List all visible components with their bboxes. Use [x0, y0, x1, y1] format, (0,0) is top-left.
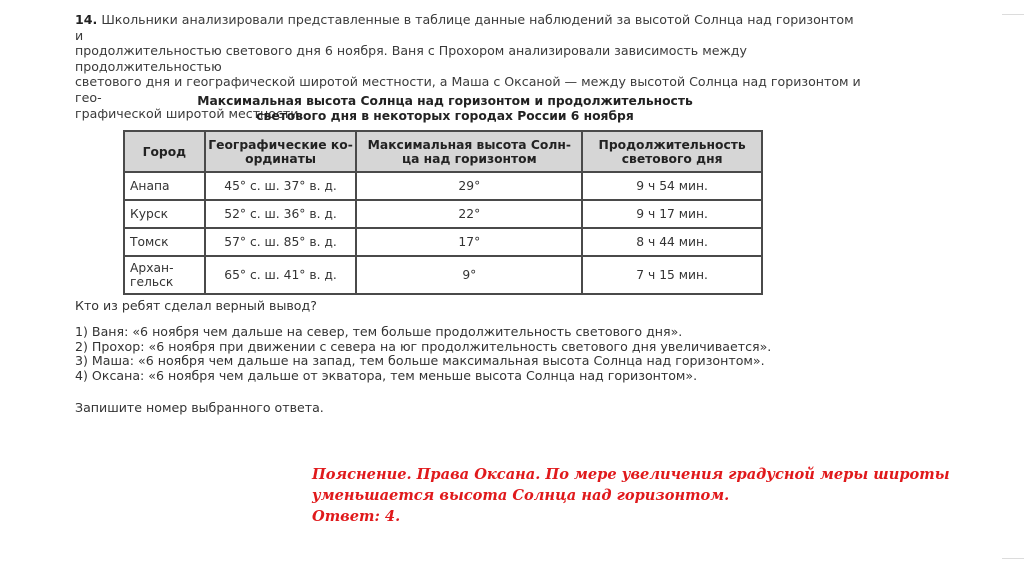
answer-options — [75, 325, 771, 384]
answer-line: Ответ: 4. — [312, 508, 401, 525]
intro-line: графической широтой местности. — [75, 105, 303, 121]
answer-instruction: Запишите номер выбранного ответа. — [75, 400, 324, 415]
table-row — [124, 172, 762, 200]
cell-sun-height: 29° — [356, 172, 582, 200]
answer-option-4: 4) Оксана: «6 ноября чем дальше от экватора, тем меньше высота Солнца над горизонтом». — [75, 368, 698, 384]
explanation-line: уменьшается высота Солнца над горизонтом. — [312, 487, 730, 504]
table-row — [124, 228, 762, 256]
intro-line-text: Школьники анализировали представленные в таблице данные наблюдений за высотой Солнца над горизонтом и — [75, 12, 854, 43]
observation-table — [123, 130, 763, 295]
header-max-sun-height: Максимальная высота Солн- ца над горизонтом — [356, 131, 582, 172]
question-text: Кто из ребят сделал верный вывод? — [75, 298, 317, 313]
explanation-line: Пояснение. Права Оксана. По мере увеличения градусной меры широты — [312, 466, 950, 483]
table-header-row — [124, 131, 762, 172]
cell-sun-height: 22° — [356, 200, 582, 228]
table-title — [120, 94, 770, 124]
header-daylight-duration: Продолжительность светового дня — [582, 131, 762, 172]
cell-daylight: 9 ч 54 мин. — [582, 172, 762, 200]
cell-coordinates: 45° с. ш. 37° в. д. — [205, 172, 357, 200]
explanation-block — [312, 464, 952, 527]
table-title-line: светового дня в некоторых городах России 6 ноября — [256, 109, 634, 123]
cell-daylight: 8 ч 44 мин. — [582, 228, 762, 256]
cell-daylight: 9 ч 17 мин. — [582, 200, 762, 228]
cell-sun-height: 17° — [356, 228, 582, 256]
header-city: Город — [124, 131, 205, 172]
cell-coordinates: 65° с. ш. 41° в. д. — [205, 256, 357, 294]
frame-divider-top — [1002, 14, 1024, 15]
cell-city: Архан- гельск — [124, 256, 205, 294]
cell-sun-height: 9° — [356, 256, 582, 294]
table-row — [124, 256, 762, 294]
frame-divider-bottom — [1002, 558, 1024, 559]
intro-line: продолжительностью светового дня 6 ноября. Ваня с Прохором анализировали зависимость между продолжительностью — [75, 43, 747, 74]
cell-city: Анапа — [124, 172, 205, 200]
intro-line: светового дня и географической широтой местности, а Маша с Оксаной — между высотой Солнца над горизонтом и гео- — [75, 74, 861, 105]
answer-option-2: 2) Прохор: «6 ноября при движении с севера на юг продолжительность светового дня увеличивается». — [75, 338, 772, 354]
table-title-line: Максимальная высота Солнца над горизонтом и продолжительность — [197, 94, 693, 108]
answer-option-3: 3) Маша: «6 ноября чем дальше на запад, тем больше максимальная высота Солнца над горизонтом». — [75, 353, 765, 369]
header-coordinates: Географические ко- ординаты — [205, 131, 357, 172]
cell-coordinates: 57° с. ш. 85° в. д. — [205, 228, 357, 256]
intro-line — [75, 12, 865, 43]
task-number: 14. — [75, 12, 98, 27]
cell-city: Курск — [124, 200, 205, 228]
cell-city: Томск — [124, 228, 205, 256]
answer-option-1: 1) Ваня: «6 ноября чем дальше на север, тем больше продолжительность светового дня». — [75, 324, 683, 339]
cell-daylight: 7 ч 15 мин. — [582, 256, 762, 294]
cell-coordinates: 52° с. ш. 36° в. д. — [205, 200, 357, 228]
table-row — [124, 200, 762, 228]
